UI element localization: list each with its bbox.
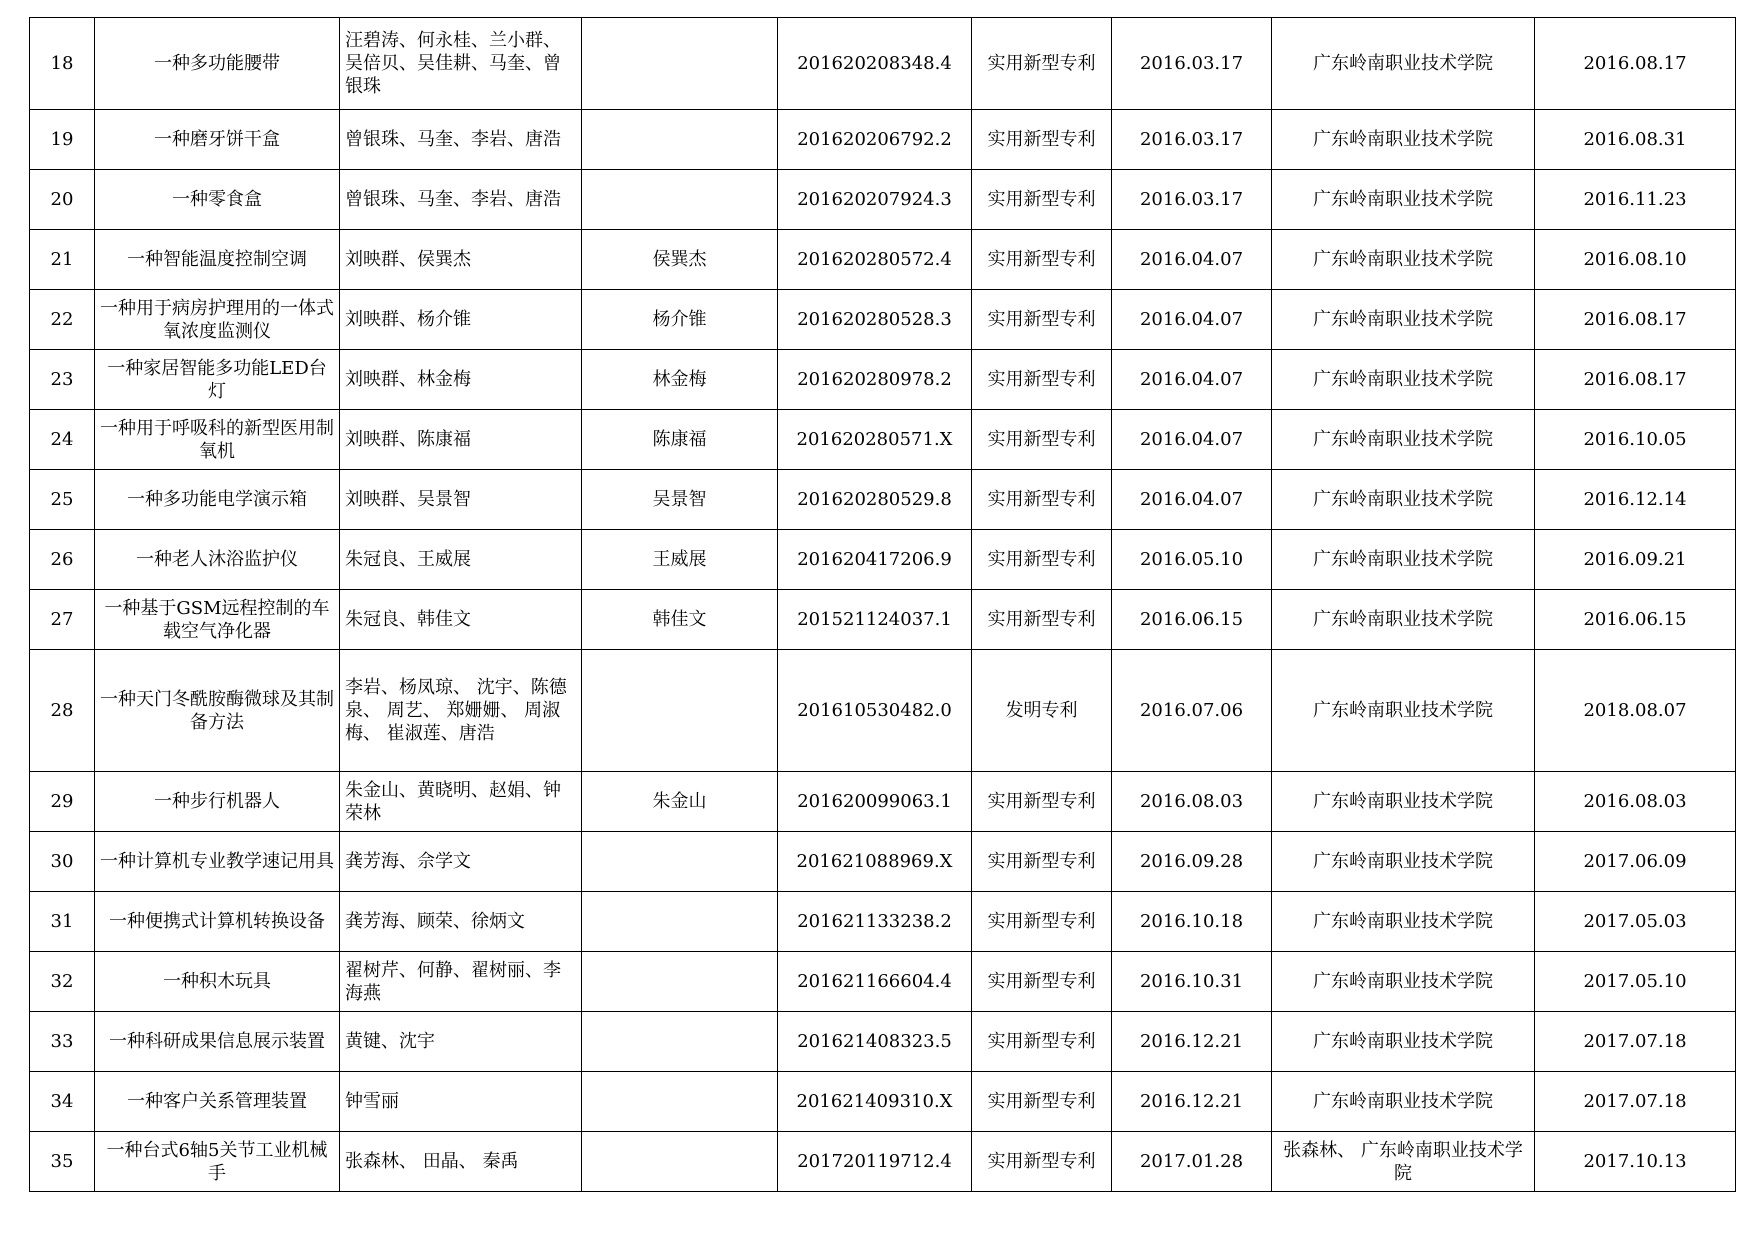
table-row <box>30 410 1736 470</box>
inventors: 翟树芹、何静、翟树丽、李海燕 <box>340 952 582 1012</box>
grant-date: 2017.10.13 <box>1535 1132 1736 1192</box>
patent-owner: 广东岭南职业技术学院 <box>1272 170 1535 230</box>
grant-date: 2017.07.18 <box>1535 1072 1736 1132</box>
grant-date: 2017.07.18 <box>1535 1012 1736 1072</box>
patent-owner: 广东岭南职业技术学院 <box>1272 1012 1535 1072</box>
patent-number: 201620207924.3 <box>778 170 972 230</box>
table-row <box>30 650 1736 772</box>
patent-name: 一种科研成果信息展示装置 <box>95 1012 340 1072</box>
application-date: 2016.12.21 <box>1112 1072 1272 1132</box>
patent-number: 201621133238.2 <box>778 892 972 952</box>
patent-type: 实用新型专利 <box>972 18 1112 110</box>
patent-type: 实用新型专利 <box>972 1072 1112 1132</box>
application-date: 2016.10.18 <box>1112 892 1272 952</box>
table-row <box>30 1132 1736 1192</box>
application-date: 2016.04.07 <box>1112 290 1272 350</box>
patent-type: 实用新型专利 <box>972 110 1112 170</box>
application-date: 2016.04.07 <box>1112 410 1272 470</box>
patent-type: 实用新型专利 <box>972 410 1112 470</box>
patent-owner: 张森林、 广东岭南职业技术学院 <box>1272 1132 1535 1192</box>
patent-number: 201720119712.4 <box>778 1132 972 1192</box>
row-number: 30 <box>30 832 95 892</box>
patent-name: 一种台式6轴5关节工业机械手 <box>95 1132 340 1192</box>
patent-type: 实用新型专利 <box>972 892 1112 952</box>
patent-type: 实用新型专利 <box>972 772 1112 832</box>
patent-type: 实用新型专利 <box>972 290 1112 350</box>
grant-date: 2017.05.03 <box>1535 892 1736 952</box>
row-number: 24 <box>30 410 95 470</box>
student-inventor <box>582 1012 778 1072</box>
application-date: 2016.07.06 <box>1112 650 1272 772</box>
table-row <box>30 110 1736 170</box>
row-number: 26 <box>30 530 95 590</box>
inventors: 朱冠良、韩佳文 <box>340 590 582 650</box>
row-number: 18 <box>30 18 95 110</box>
application-date: 2016.03.17 <box>1112 18 1272 110</box>
table-row <box>30 350 1736 410</box>
patent-number: 201620280978.2 <box>778 350 972 410</box>
patent-type: 实用新型专利 <box>972 952 1112 1012</box>
patent-owner: 广东岭南职业技术学院 <box>1272 832 1535 892</box>
patent-type: 实用新型专利 <box>972 530 1112 590</box>
table-row <box>30 832 1736 892</box>
table-row <box>30 530 1736 590</box>
student-inventor: 侯巽杰 <box>582 230 778 290</box>
application-date: 2016.04.07 <box>1112 230 1272 290</box>
application-date: 2016.10.31 <box>1112 952 1272 1012</box>
patent-name: 一种多功能腰带 <box>95 18 340 110</box>
patent-number: 201621088969.X <box>778 832 972 892</box>
patent-number: 201610530482.0 <box>778 650 972 772</box>
patent-name: 一种基于GSM远程控制的车载空气净化器 <box>95 590 340 650</box>
application-date: 2016.08.03 <box>1112 772 1272 832</box>
patent-name: 一种用于病房护理用的一体式氧浓度监测仪 <box>95 290 340 350</box>
patent-number: 201621408323.5 <box>778 1012 972 1072</box>
inventors: 黄键、沈宇 <box>340 1012 582 1072</box>
patent-type: 实用新型专利 <box>972 230 1112 290</box>
row-number: 25 <box>30 470 95 530</box>
student-inventor <box>582 892 778 952</box>
grant-date: 2016.11.23 <box>1535 170 1736 230</box>
inventors: 刘映群、陈康福 <box>340 410 582 470</box>
table-row <box>30 952 1736 1012</box>
student-inventor: 陈康福 <box>582 410 778 470</box>
grant-date: 2016.10.05 <box>1535 410 1736 470</box>
application-date: 2016.05.10 <box>1112 530 1272 590</box>
row-number: 27 <box>30 590 95 650</box>
patent-number: 201620206792.2 <box>778 110 972 170</box>
patent-owner: 广东岭南职业技术学院 <box>1272 892 1535 952</box>
patent-name: 一种便携式计算机转换设备 <box>95 892 340 952</box>
grant-date: 2016.12.14 <box>1535 470 1736 530</box>
patent-owner: 广东岭南职业技术学院 <box>1272 470 1535 530</box>
patent-number: 201620417206.9 <box>778 530 972 590</box>
patent-name: 一种计算机专业教学速记用具 <box>95 832 340 892</box>
inventors: 朱冠良、王威展 <box>340 530 582 590</box>
application-date: 2016.03.17 <box>1112 170 1272 230</box>
patent-number: 201621409310.X <box>778 1072 972 1132</box>
inventors: 曾银珠、马奎、李岩、唐浩 <box>340 170 582 230</box>
patent-owner: 广东岭南职业技术学院 <box>1272 772 1535 832</box>
row-number: 22 <box>30 290 95 350</box>
patent-type: 实用新型专利 <box>972 590 1112 650</box>
inventors: 朱金山、黄晓明、赵娟、钟荣林 <box>340 772 582 832</box>
patent-number: 201620208348.4 <box>778 18 972 110</box>
inventors: 龚芳海、佘学文 <box>340 832 582 892</box>
patent-name: 一种零食盒 <box>95 170 340 230</box>
application-date: 2017.01.28 <box>1112 1132 1272 1192</box>
row-number: 23 <box>30 350 95 410</box>
student-inventor: 朱金山 <box>582 772 778 832</box>
inventors: 曾银珠、马奎、李岩、唐浩 <box>340 110 582 170</box>
inventors: 李岩、杨凤琼、 沈宇、陈德泉、 周艺、 郑姗姗、 周淑梅、 崔淑莲、唐浩 <box>340 650 582 772</box>
inventors: 刘映群、侯巽杰 <box>340 230 582 290</box>
row-number: 20 <box>30 170 95 230</box>
patent-number: 201620280528.3 <box>778 290 972 350</box>
student-inventor: 王威展 <box>582 530 778 590</box>
patent-owner: 广东岭南职业技术学院 <box>1272 410 1535 470</box>
inventors: 钟雪丽 <box>340 1072 582 1132</box>
patent-number: 201620280571.X <box>778 410 972 470</box>
patent-owner: 广东岭南职业技术学院 <box>1272 230 1535 290</box>
patent-type: 发明专利 <box>972 650 1112 772</box>
patent-type: 实用新型专利 <box>972 832 1112 892</box>
patent-owner: 广东岭南职业技术学院 <box>1272 110 1535 170</box>
row-number: 29 <box>30 772 95 832</box>
patent-name: 一种用于呼吸科的新型医用制氧机 <box>95 410 340 470</box>
student-inventor <box>582 650 778 772</box>
grant-date: 2016.08.03 <box>1535 772 1736 832</box>
patent-name: 一种积木玩具 <box>95 952 340 1012</box>
inventors: 刘映群、林金梅 <box>340 350 582 410</box>
application-date: 2016.04.07 <box>1112 470 1272 530</box>
patent-owner: 广东岭南职业技术学院 <box>1272 290 1535 350</box>
application-date: 2016.09.28 <box>1112 832 1272 892</box>
row-number: 32 <box>30 952 95 1012</box>
patent-number: 201620280529.8 <box>778 470 972 530</box>
patent-owner: 广东岭南职业技术学院 <box>1272 350 1535 410</box>
patent-number: 201620099063.1 <box>778 772 972 832</box>
patent-owner: 广东岭南职业技术学院 <box>1272 952 1535 1012</box>
row-number: 31 <box>30 892 95 952</box>
inventors: 龚芳海、顾荣、徐炳文 <box>340 892 582 952</box>
inventors: 刘映群、吴景智 <box>340 470 582 530</box>
table-row <box>30 590 1736 650</box>
student-inventor <box>582 18 778 110</box>
table-row <box>30 1072 1736 1132</box>
row-number: 21 <box>30 230 95 290</box>
student-inventor <box>582 832 778 892</box>
table-row <box>30 470 1736 530</box>
row-number: 35 <box>30 1132 95 1192</box>
patent-type: 实用新型专利 <box>972 470 1112 530</box>
patent-name: 一种磨牙饼干盒 <box>95 110 340 170</box>
grant-date: 2016.06.15 <box>1535 590 1736 650</box>
patent-type: 实用新型专利 <box>972 1132 1112 1192</box>
table-row <box>30 170 1736 230</box>
grant-date: 2016.09.21 <box>1535 530 1736 590</box>
student-inventor <box>582 1072 778 1132</box>
inventors: 张森林、 田晶、 秦禹 <box>340 1132 582 1192</box>
patent-type: 实用新型专利 <box>972 350 1112 410</box>
patent-owner: 广东岭南职业技术学院 <box>1272 530 1535 590</box>
patent-number: 201521124037.1 <box>778 590 972 650</box>
application-date: 2016.06.15 <box>1112 590 1272 650</box>
patent-name: 一种步行机器人 <box>95 772 340 832</box>
inventors: 汪碧涛、何永桂、兰小群、吴倍贝、吴佳耕、马奎、曾银珠 <box>340 18 582 110</box>
patent-name: 一种客户关系管理装置 <box>95 1072 340 1132</box>
table-row <box>30 18 1736 110</box>
patent-owner: 广东岭南职业技术学院 <box>1272 590 1535 650</box>
application-date: 2016.12.21 <box>1112 1012 1272 1072</box>
grant-date: 2017.05.10 <box>1535 952 1736 1012</box>
patent-type: 实用新型专利 <box>972 170 1112 230</box>
grant-date: 2016.08.17 <box>1535 350 1736 410</box>
grant-date: 2017.06.09 <box>1535 832 1736 892</box>
patent-number: 201620280572.4 <box>778 230 972 290</box>
student-inventor: 吴景智 <box>582 470 778 530</box>
student-inventor <box>582 110 778 170</box>
patent-owner: 广东岭南职业技术学院 <box>1272 18 1535 110</box>
table-row <box>30 1012 1736 1072</box>
patent-name: 一种多功能电学演示箱 <box>95 470 340 530</box>
table-row <box>30 892 1736 952</box>
grant-date: 2016.08.17 <box>1535 18 1736 110</box>
row-number: 33 <box>30 1012 95 1072</box>
patent-name: 一种家居智能多功能LED台灯 <box>95 350 340 410</box>
grant-date: 2016.08.17 <box>1535 290 1736 350</box>
patent-owner: 广东岭南职业技术学院 <box>1272 1072 1535 1132</box>
inventors: 刘映群、杨介锥 <box>340 290 582 350</box>
row-number: 34 <box>30 1072 95 1132</box>
patent-name: 一种智能温度控制空调 <box>95 230 340 290</box>
patent-name: 一种老人沐浴监护仪 <box>95 530 340 590</box>
student-inventor <box>582 952 778 1012</box>
table-row <box>30 290 1736 350</box>
student-inventor: 杨介锥 <box>582 290 778 350</box>
student-inventor: 林金梅 <box>582 350 778 410</box>
patent-table <box>29 17 1736 1192</box>
grant-date: 2016.08.31 <box>1535 110 1736 170</box>
patent-type: 实用新型专利 <box>972 1012 1112 1072</box>
student-inventor <box>582 1132 778 1192</box>
grant-date: 2018.08.07 <box>1535 650 1736 772</box>
table-row <box>30 230 1736 290</box>
grant-date: 2016.08.10 <box>1535 230 1736 290</box>
row-number: 19 <box>30 110 95 170</box>
patent-table-body <box>30 18 1736 1192</box>
patent-owner: 广东岭南职业技术学院 <box>1272 650 1535 772</box>
row-number: 28 <box>30 650 95 772</box>
student-inventor <box>582 170 778 230</box>
application-date: 2016.04.07 <box>1112 350 1272 410</box>
student-inventor: 韩佳文 <box>582 590 778 650</box>
patent-number: 201621166604.4 <box>778 952 972 1012</box>
patent-name: 一种天门冬酰胺酶微球及其制备方法 <box>95 650 340 772</box>
table-row <box>30 772 1736 832</box>
application-date: 2016.03.17 <box>1112 110 1272 170</box>
